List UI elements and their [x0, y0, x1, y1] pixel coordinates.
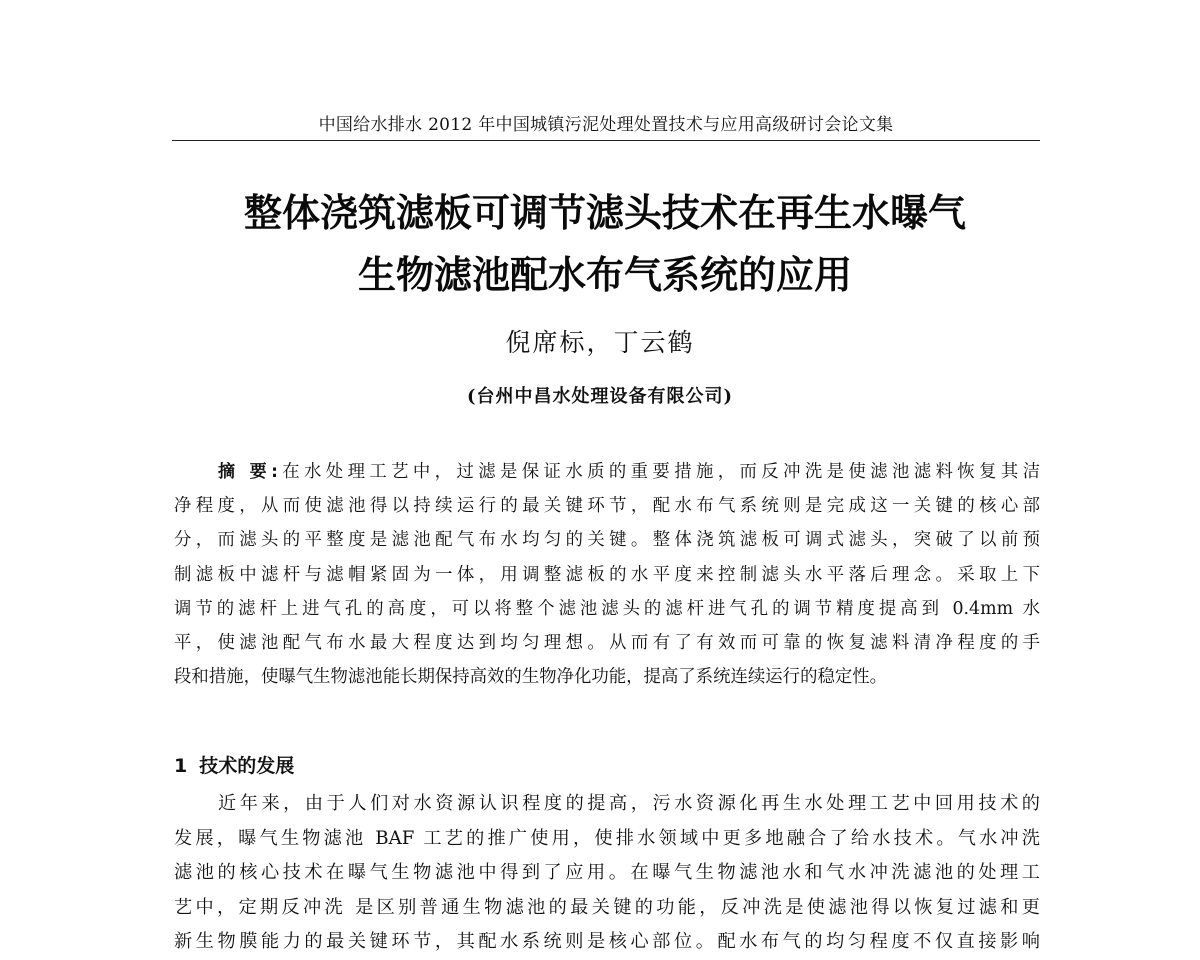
affiliation: (台州中昌水处理设备有限公司) — [466, 386, 734, 407]
body-line: 艺中，定期反冲洗 是区别普通生物滤池的最关键的功能，反冲洗是使滤池得以恢复过滤和更 — [174, 896, 1040, 918]
abstract-line: 制滤板中滤杆与滤帽紧固为一体，用调整滤板的水平度来控制滤头水平落后理念。采取上下 — [174, 564, 1040, 585]
body-text — [174, 787, 1040, 960]
section-title: 技术的发展 — [199, 755, 295, 777]
abstract-line: 分，而滤头的平整度是滤池配气布水均匀的关键。整体浇筑滤板可调式滤头，突破了以前预 — [174, 530, 1040, 551]
abstract-line: 净程度，从而使滤池得以持续运行的最关键环节，配水布气系统则是完成这一关键的核心部 — [174, 496, 1040, 517]
body-line: 新生物膜能力的最关键环节，其配水系统则是核心部位。配水布气的均匀程度不仅直接影响 — [174, 931, 1040, 952]
authors: 倪席标，丁云鹤 — [505, 328, 695, 357]
abstract-line: 平，使滤池配气布水最大程度达到均匀理想。从而有了有效而可靠的恢复滤料清净程度的手 — [174, 632, 1040, 653]
section-heading — [174, 752, 294, 780]
title-line-1: 整体浇筑滤板可调节滤头技术在再生水曝气 — [243, 191, 966, 235]
body-line: 发展，曝气生物滤池 BAF 工艺的推广使用，使排水领域中更多地融合了给水技术。气水冲洗 — [174, 827, 1040, 849]
abstract-line — [174, 455, 1040, 489]
paper-title — [160, 182, 1050, 306]
body-line: 滤池的核心技术在曝气生物滤池中得到了应用。在曝气生物滤池水和气水冲洗滤池的处理工 — [174, 862, 1040, 883]
abstract-label: 摘 要: — [218, 462, 278, 482]
section-number: 1 — [174, 755, 188, 777]
abstract-line: 段和措施，使曝气生物滤池能长期保持高效的生物净化功能，提高了系统连续运行的稳定性。 — [174, 667, 888, 688]
title-line-2: 生物滤池配水布气系统的应用 — [357, 253, 852, 297]
abstract-line: 调节的滤杆上进气孔的高度，可以将整个滤池滤头的滤杆进气孔的调节精度提高到 0.4mm 水 — [174, 598, 1040, 619]
abstract-line-text: 在水处理工艺中，过滤是保证水质的重要措施，而反冲洗是使滤池滤料恢复其洁 — [277, 462, 1040, 482]
running-header: 中国给水排水 2012 年中国城镇污泥处理处置技术与应用高级研讨会论文集 — [318, 115, 894, 135]
body-line: 近年来，由于人们对水资源认识程度的提高，污水资源化再生水处理工艺中回用技术的 — [218, 793, 1040, 814]
abstract — [174, 455, 1040, 694]
header-rule — [172, 140, 1040, 141]
